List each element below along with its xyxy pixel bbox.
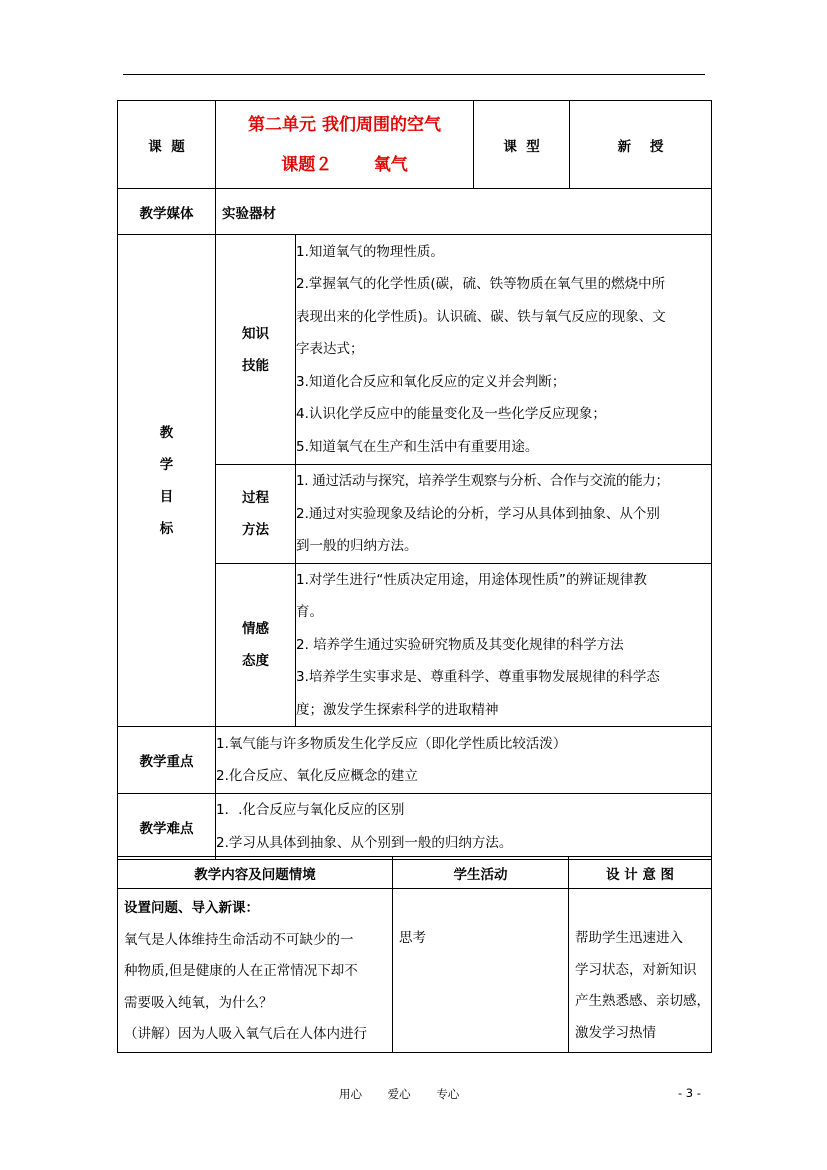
design-cell <box>569 889 712 1053</box>
emotion-line: 2. 培养学生通过实验研究物质及其变化规律的科学方法 <box>296 636 624 653</box>
knowledge-line: 2.掌握氧气的化学性质(碳，硫、铁等物质在氧气里的燃烧中所 <box>296 276 666 293</box>
key-point-line: 1.氧气能与许多物质发生化学反应（即化学性质比较活泼） <box>216 735 567 752</box>
knowledge-line: 表现出来的化学性质)。认识硫、碳、铁与氧气反应的现象、文 <box>296 308 666 325</box>
knowledge-label-line: 知识 <box>242 325 269 342</box>
footer-motto-word: 专心 <box>436 1087 460 1101</box>
difficult-point-line: 2.学习从具体到抽象、从个别到一般的归纳方法。 <box>216 834 513 851</box>
lesson-plan-table <box>117 100 712 860</box>
knowledge-label <box>216 235 296 465</box>
key-points-row <box>118 727 712 794</box>
emotion-line: 3.培养学生实事求是、尊重科学、尊重事物发展规律的科学态 <box>296 669 660 685</box>
student-activity: 思考 <box>399 930 426 946</box>
footer-motto <box>339 1086 459 1102</box>
design-line: 学习状态，对新知识 <box>575 961 697 978</box>
content-header: 教学内容及问题情境 <box>118 857 393 889</box>
title-row <box>118 101 712 189</box>
key-points-label: 教学重点 <box>118 727 216 794</box>
emotion-label-line: 情感 <box>242 620 269 637</box>
unit-title: 第二单元 我们周围的空气 <box>248 114 441 135</box>
difficult-points-row <box>118 794 712 860</box>
intro-heading: 设置问题、导入新课： <box>124 900 259 916</box>
knowledge-content <box>296 235 712 465</box>
difficult-points-content <box>216 794 712 860</box>
content-header-row <box>118 857 712 889</box>
lesson-title: 课题２ 氧气 <box>281 154 408 175</box>
key-points-content <box>216 727 712 794</box>
lesson-title-cell <box>216 101 474 189</box>
goals-knowledge-row <box>118 235 712 465</box>
design-line: 帮助学生迅速进入 <box>575 930 683 946</box>
header-rule <box>123 74 705 75</box>
goals-label <box>118 235 216 727</box>
page-number: - 3 - <box>678 1086 701 1100</box>
emotion-label-line: 态度 <box>242 652 269 669</box>
content-line: 需要吸入纯氧，为什么？ <box>124 994 273 1011</box>
content-body-row <box>118 889 712 1053</box>
process-line: 1. 通过活动与探究，培养学生观察与分析、合作与交流的能力； <box>296 473 669 489</box>
process-content <box>296 465 712 564</box>
emotion-label <box>216 563 296 727</box>
key-point-line: 2.化合反应、氧化反应概念的建立 <box>216 768 418 784</box>
content-line: 氧气是人体维持生命活动不可缺少的一 <box>124 931 354 948</box>
goals-label-char: 目 <box>159 488 174 505</box>
knowledge-line: 1.知道氧气的物理性质。 <box>296 243 444 260</box>
process-label <box>216 465 296 564</box>
media-row <box>118 189 712 235</box>
media-label: 教学媒体 <box>118 189 216 235</box>
process-line: 2.通过对实验现象及结论的分析，学习从具体到抽象、从个别 <box>296 505 660 522</box>
student-activity-cell <box>393 889 569 1053</box>
knowledge-line: 5.知道氧气在生产和生活中有重要用途。 <box>296 438 539 455</box>
content-cell <box>118 889 393 1053</box>
goals-label-char: 教 <box>159 424 174 441</box>
subject-label: 课 题 <box>118 101 216 189</box>
difficult-points-label: 教学难点 <box>118 794 216 860</box>
knowledge-line: 字表达式； <box>296 341 364 358</box>
type-value: 新 授 <box>570 101 712 189</box>
goals-label-char: 标 <box>159 520 174 537</box>
content-line: 种物质,但是健康的人在正常情况下却不 <box>124 963 358 979</box>
emotion-line: 1.对学生进行“性质决定用途，用途体现性质”的辨证规律教 <box>296 571 647 588</box>
content-table <box>117 856 712 1053</box>
type-label: 课 型 <box>474 101 570 189</box>
knowledge-line: 4.认识化学反应中的能量变化及一些化学反应现象； <box>296 406 606 423</box>
footer-motto-word: 爱心 <box>387 1087 411 1101</box>
goals-label-char: 学 <box>159 456 174 473</box>
media-value: 实验器材 <box>216 189 712 235</box>
activity-header: 学生活动 <box>393 857 569 889</box>
knowledge-line: 3.知道化合反应和氧化反应的定义并会判断； <box>296 373 566 390</box>
design-header: 设 计 意 图 <box>569 857 712 889</box>
emotion-content <box>296 563 712 727</box>
emotion-line: 育。 <box>296 604 323 620</box>
footer-motto-word: 用心 <box>339 1087 362 1101</box>
knowledge-label-line: 技能 <box>242 357 269 374</box>
emotion-line: 度；激发学生探索科学的进取精神 <box>296 701 499 718</box>
process-label-line: 方法 <box>242 521 269 538</box>
difficult-point-line: 1．.化合反应与氧化反应的区别 <box>216 802 405 818</box>
design-line: 产生熟悉感、亲切感， <box>575 993 710 1009</box>
design-line: 激发学习热情 <box>575 1024 656 1041</box>
process-label-line: 过程 <box>242 489 269 506</box>
process-line: 到一般的归纳方法。 <box>296 538 418 554</box>
content-line: （讲解）因为人吸入氧气后在人体内进行 <box>124 1026 367 1042</box>
